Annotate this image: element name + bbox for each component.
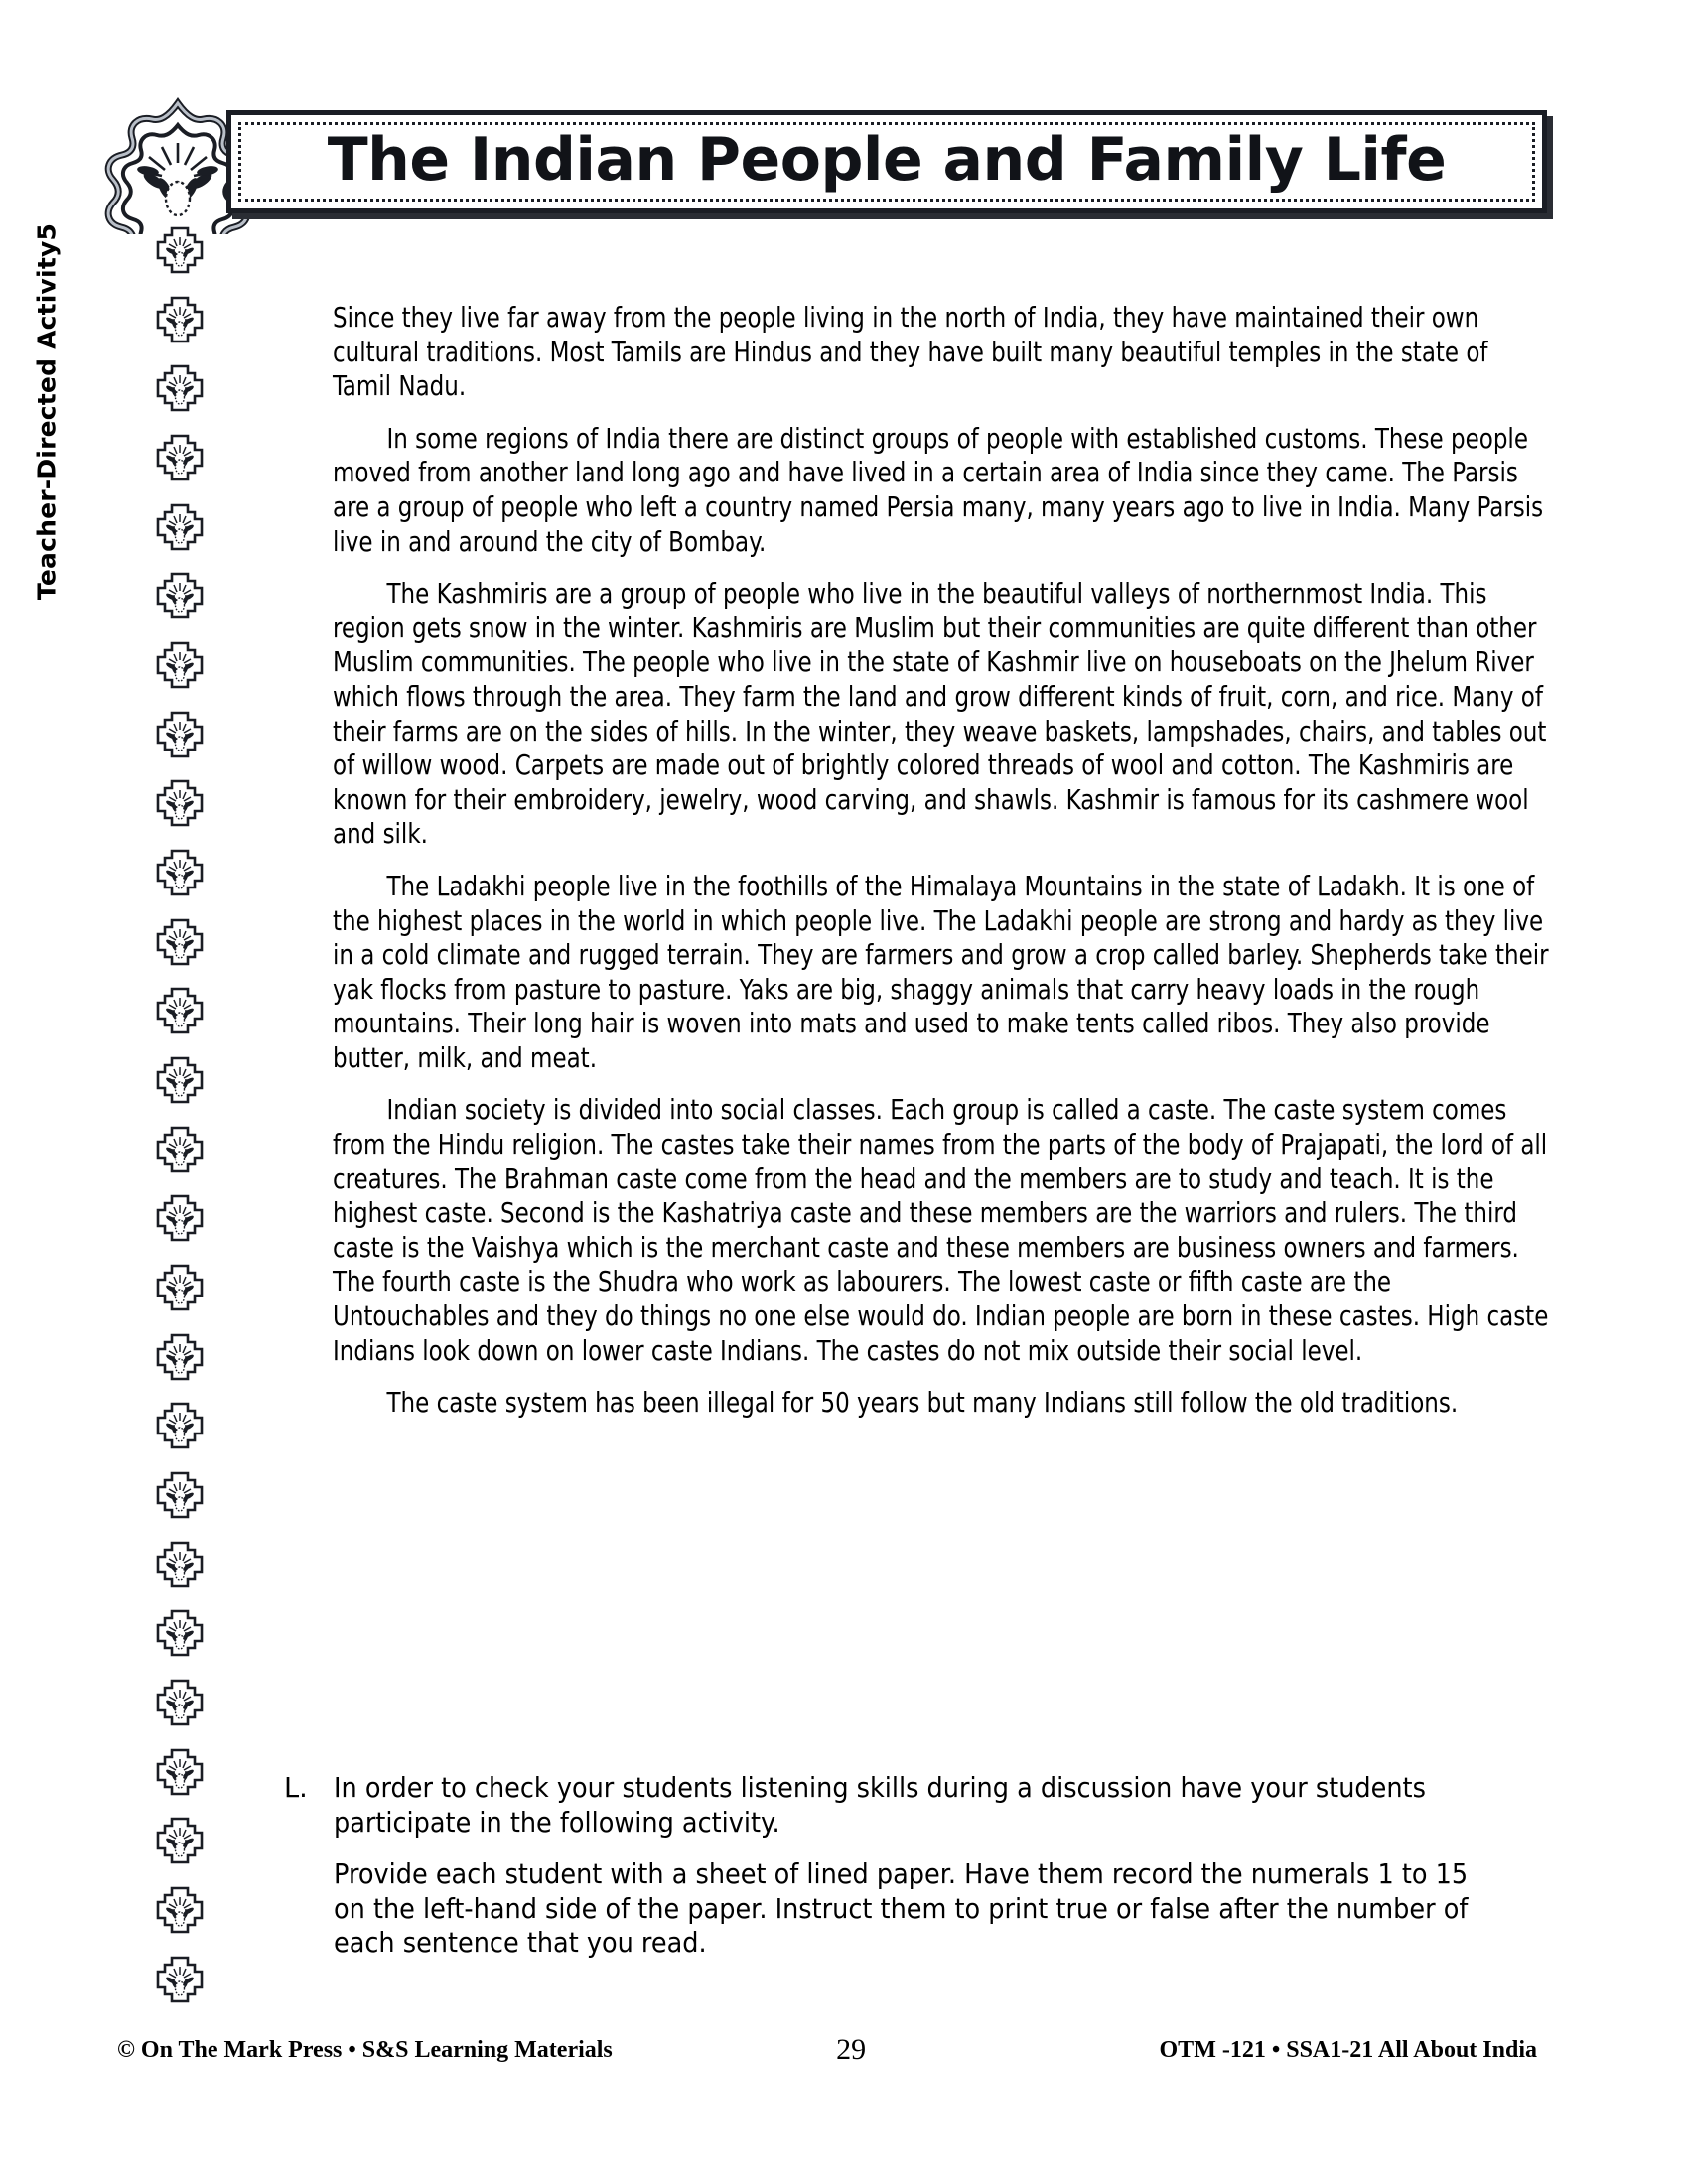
body-paragraph: The caste system has been illegal for 50 years but many Indians still follow the old traditions. bbox=[386, 1388, 1459, 1420]
page-number: 29 bbox=[836, 2033, 867, 2066]
title-banner-inner-border bbox=[238, 122, 1535, 202]
flower-medallion-icon bbox=[156, 849, 204, 896]
flower-medallion-icon bbox=[156, 226, 204, 274]
flower-medallion-icon bbox=[156, 1056, 204, 1104]
flower-medallion-icon bbox=[156, 1748, 204, 1796]
activity-side-tab-label: Teacher-Directed Activity5 bbox=[32, 222, 62, 601]
flower-medallion-icon bbox=[156, 1333, 204, 1381]
flower-medallion-icon bbox=[156, 503, 204, 551]
body-paragraph: Since they live far away from the people living in the north of India, they have maintained their own cultural traditions. Most Tamils are Hindus and they have built many beautiful temples in the state of Tamil Nadu. bbox=[333, 303, 1488, 403]
list-item bbox=[284, 1858, 1550, 1962]
list-item bbox=[284, 1772, 1550, 1841]
flower-medallion-icon bbox=[156, 296, 204, 343]
flower-medallion-icon bbox=[156, 1679, 204, 1726]
flower-medallion-icon bbox=[156, 1817, 204, 1864]
flower-medallion-icon bbox=[156, 1541, 204, 1588]
page-title: The Indian People and Family Life bbox=[327, 125, 1447, 195]
flower-medallion-icon bbox=[156, 987, 204, 1034]
body-paragraph: The Ladakhi people live in the foothills of the Himalaya Mountains in the state of Ladakh. It is one of the highest places in the world in which people live. The Ladakhi people are strong and hardy as they live in a cold climate and rugged terrain. They are farmers and grow a crop called barley. Shepherds take their yak flocks from pasture to pasture. Yaks are big, shaggy animals that carry heavy loads in the rough mountains. Their long hair is woven into mats and used to make tents called ribos. They also provide butter, milk, and meat. bbox=[333, 871, 1549, 1074]
body-paragraph: Indian society is divided into social classes. Each group is called a caste. The caste system comes from the Hindu religion. The castes take their names from the parts of the body of Prajapati, the lord of all creatures. The Brahman caste come from the head and the members are to study and teach. It is the highest caste. Second is the Kashatriya caste and these members are the warriors and rulers. The third caste is the Vaishya which is the merchant caste and these members are business owners and farmers. The fourth caste is the Shudra who work as labourers. The lowest caste or fifth caste are the Untouchables and they do things no one else would do. Indian people are born in these castes. High caste Indians look down on lower caste Indians. The castes do not mix outside their social level. bbox=[333, 1095, 1549, 1367]
activity-list bbox=[284, 1772, 1550, 1979]
flower-medallion-icon bbox=[156, 711, 204, 758]
flower-medallion-icon bbox=[156, 434, 204, 481]
footer-publisher: © On The Mark Press • S&S Learning Materials bbox=[117, 2036, 613, 2063]
flower-medallion-icon bbox=[156, 1609, 204, 1657]
ornament-column bbox=[149, 226, 211, 2003]
list-item-marker: L. bbox=[284, 1773, 308, 1804]
flower-medallion-icon bbox=[156, 641, 204, 689]
body-text-column bbox=[333, 302, 1549, 1439]
body-paragraph: In some regions of India there are distinct groups of people with established customs. These people moved from another land long ago and have lived in a certain area of India since they came. The Parsis are a group of people who left a country named Persia many, many years ago to live in India. Many Parsis live in and around the city of Bombay. bbox=[333, 423, 1544, 558]
body-paragraph: The Kashmiris are a group of people who live in the beautiful valleys of northernmost India. This region gets snow in the winter. Kashmiris are Muslim but their communities are quite different than other Muslim communities. The people who live in the state of Kashmir live on houseboats on the Jhelum River which flows through the area. They farm the land and grow different kinds of fruit, corn, and rice. Many of their farms are on the sides of hills. In the winter, they weave baskets, lampshades, chairs, and tables out of willow wood. Carpets are made out of brightly colored threads of wool and cotton. The Kashmiris are known for their embroidery, jewelry, wood carving, and shawls. Kashmir is famous for its cashmere wool and silk. bbox=[333, 579, 1547, 851]
flower-medallion-icon bbox=[156, 1471, 204, 1519]
footer-product-code: OTM -121 • SSA1-21 All About India bbox=[1159, 2036, 1537, 2063]
page-title-banner bbox=[226, 110, 1547, 213]
page-footer bbox=[117, 2033, 1537, 2067]
flower-medallion-icon bbox=[156, 1264, 204, 1311]
list-item-text: Provide each student with a sheet of lined paper. Have them record the numerals 1 to 15 on the left-hand side of the paper. Instruct them to print true or false after the number of each sentence that you read. bbox=[334, 1859, 1469, 1960]
flower-medallion-icon bbox=[156, 1194, 204, 1242]
flower-medallion-icon bbox=[156, 572, 204, 619]
flower-medallion-icon bbox=[156, 1126, 204, 1173]
flower-medallion-icon bbox=[156, 779, 204, 827]
flower-medallion-icon bbox=[156, 1402, 204, 1449]
flower-medallion-icon bbox=[156, 364, 204, 412]
list-item-text: In order to check your students listening skills during a discussion have your students participate in the following activity. bbox=[334, 1773, 1426, 1839]
flower-medallion-icon bbox=[156, 918, 204, 966]
flower-medallion-icon bbox=[156, 1886, 204, 1934]
flower-medallion-icon bbox=[156, 1956, 204, 2003]
